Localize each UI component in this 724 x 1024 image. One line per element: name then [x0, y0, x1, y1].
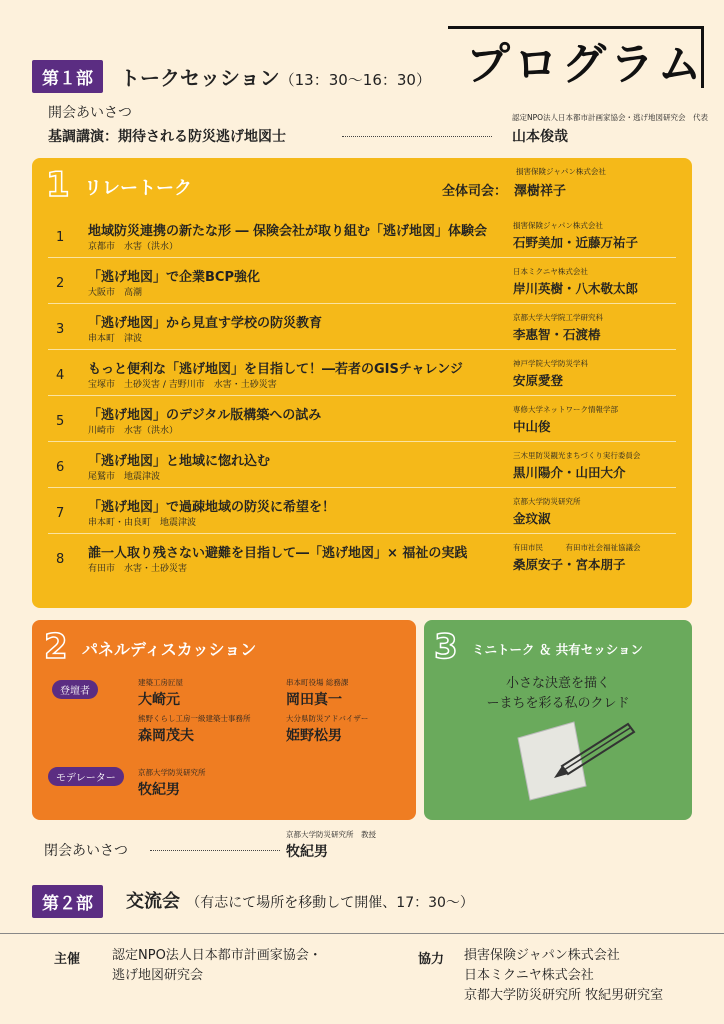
mc-label: 全体司会： [442, 184, 508, 199]
section-number-1: 1 [46, 165, 70, 205]
closing-speaker: 牧紀男 [286, 844, 328, 860]
moderator-name: 牧紀男 [138, 782, 180, 798]
host-line: 認定NPO法人日本都市計画家協会・ [112, 948, 322, 963]
closing-remarks: 閉会あいさつ [44, 843, 128, 859]
page-title: プログラム [466, 39, 706, 90]
talk-title: 「逃げ地図」から見直す学校の防災教育 [88, 316, 323, 331]
talk-affiliation: 神戸学院大学防災学科 [513, 359, 588, 368]
talk-title: 「逃げ地図」で過疎地域の防災に希望を！ [88, 500, 336, 515]
talk-speakers: 黒川陽介・山田大介 [513, 465, 626, 480]
talk-row [48, 212, 676, 258]
relay-talk-title: リレートーク [84, 178, 192, 199]
talk-affiliation: 京都大学防災研究所 [513, 497, 581, 506]
host-line: 逃げ地図研究会 [112, 968, 204, 983]
moderator-affiliation: 京都大学防災研究所 [138, 768, 206, 777]
talk-number: 6 [56, 460, 65, 475]
talk-row [48, 350, 676, 396]
mc-affiliation: 損害保険ジャパン株式会社 [516, 167, 606, 176]
part1-badge: 第１部 [32, 60, 103, 93]
talk-title: 「逃げ地図」のデジタル版構築への試み [88, 408, 322, 423]
talk-title: 「逃げ地図」で企業BCP強化 [88, 270, 260, 285]
talk-affiliation: 三木里防災観光まちづくり実行委員会 [513, 451, 641, 460]
talk-number: 1 [56, 230, 65, 245]
panelist-name: 岡田真一 [286, 692, 342, 708]
talk-title: もっと便利な「逃げ地図」を目指して！―若者のGISチャレンジ [88, 362, 463, 377]
footer-divider [0, 933, 724, 934]
part2-badge: 第２部 [32, 885, 103, 918]
talk-number: 3 [56, 322, 65, 337]
panelist-affiliation: 熊野くらし工房一級建築士事務所 [138, 714, 251, 723]
closing-leader-dots [150, 850, 280, 851]
talk-place: 串本町 津波 [88, 334, 143, 344]
talk-affiliation: 京都大学大学院工学研究科 [513, 313, 603, 322]
talk-speakers: 金玟淑 [513, 511, 551, 526]
panelist-name: 大崎元 [138, 692, 180, 708]
panelist-affiliation: 串本町役場 総務課 [286, 678, 349, 687]
talk-affiliation: 有田市民 有田市社会福祉協議会 [513, 543, 641, 552]
mini-talk-subtitle: 小さな決意を描く [505, 676, 610, 691]
closing-affiliation: 京都大学防災研究所 教授 [286, 830, 376, 839]
mini-talk-subtitle-2: ーまちを彩る私のクレド [486, 696, 630, 711]
speakers-label: 登壇者 [52, 680, 98, 699]
talk-place: 尾鷲市 地震津波 [88, 472, 161, 482]
talk-row [48, 534, 676, 580]
talk-number: 8 [56, 552, 65, 567]
talk-title: 「逃げ地図」と地域に惚れ込む [88, 454, 271, 469]
mini-talk-title: ミニトーク ＆ 共有セッション [472, 642, 643, 657]
mc-name: 澤樹祥子 [514, 184, 567, 199]
panel-title: パネルディスカッション [82, 640, 257, 659]
talk-number: 5 [56, 414, 65, 429]
talk-place: 串本町・由良町 地震津波 [88, 518, 197, 528]
talk-affiliation: 専修大学ネットワーク情報学部 [513, 405, 618, 414]
talk-place: 川崎市 水害（洪水） [88, 426, 179, 436]
panelist-name: 森岡茂夫 [138, 728, 194, 744]
talk-speakers: 桑原安子・宮本朋子 [513, 557, 626, 572]
talk-title: 誰一人取り残さない避難を目指して―「逃げ地図」× 福祉の実践 [88, 546, 468, 561]
talk-affiliation: 日本ミクニヤ株式会社 [513, 267, 588, 276]
part2-title [126, 887, 474, 913]
host-label: 主催 [54, 952, 81, 967]
talk-speakers: 岸川英樹・八木敬太郎 [513, 281, 639, 296]
talk-speakers: 安原愛登 [513, 373, 564, 388]
cooperation-line: 日本ミクニヤ株式会社 [464, 968, 594, 983]
talk-speakers: 中山俊 [513, 419, 551, 434]
talk-title: 地域防災連携の新たな形 ― 保険会社が取り組む「逃げ地図」体験会 [88, 224, 488, 239]
talk-number: 2 [56, 276, 65, 291]
part1-title-text: トークセッション [120, 66, 280, 90]
talk-row [48, 442, 676, 488]
talk-number: 7 [56, 506, 65, 521]
keynote-leader-dots [342, 136, 492, 137]
paper-pencil-icon [510, 716, 640, 806]
moderator-label: モデレーター [48, 767, 124, 786]
talk-speakers: 李惠智・石渡椿 [513, 327, 601, 342]
part2-title-text: 交流会 [126, 891, 180, 912]
part1-time: （13：30〜16：30） [279, 71, 431, 89]
opening-remarks: 開会あいさつ [48, 105, 132, 121]
talk-row [48, 304, 676, 350]
talk-place: 有田市 水害・土砂災害 [88, 564, 188, 574]
part1-title [120, 62, 431, 91]
cooperation-line: 京都大学防災研究所 牧紀男研究室 [464, 988, 664, 1003]
keynote-affiliation: 認定NPO法人日本都市計画家協会・逃げ地図研究会 代表 [512, 113, 709, 122]
section-number-3: 3 [434, 627, 458, 667]
talk-row [48, 488, 676, 534]
talk-affiliation: 損害保険ジャパン株式会社 [513, 221, 603, 230]
keynote-title: 基調講演：期待される防災逃げ地図士 [48, 129, 286, 145]
talk-row [48, 396, 676, 442]
part2-note: （有志にて場所を移動して開催、17：30〜） [186, 895, 474, 911]
talk-place: 大阪市 高潮 [88, 288, 143, 298]
talk-number: 4 [56, 368, 65, 383]
keynote-speaker: 山本俊哉 [512, 129, 568, 145]
section-number-2: 2 [44, 627, 68, 667]
talk-speakers: 石野美加・近藤万祐子 [513, 235, 639, 250]
talk-place: 京都市 水害（洪水） [88, 242, 179, 252]
cooperation-label: 協力 [418, 952, 445, 967]
panelist-name: 姫野松男 [286, 728, 342, 744]
panelist-affiliation: 建築工房匠屋 [138, 678, 183, 687]
panelist-affiliation: 大分県防災アドバイザー [286, 714, 369, 723]
talk-place: 宝塚市 土砂災害 / 吉野川市 水害・土砂災害 [88, 380, 277, 390]
cooperation-line: 損害保険ジャパン株式会社 [464, 948, 620, 963]
talk-row [48, 258, 676, 304]
